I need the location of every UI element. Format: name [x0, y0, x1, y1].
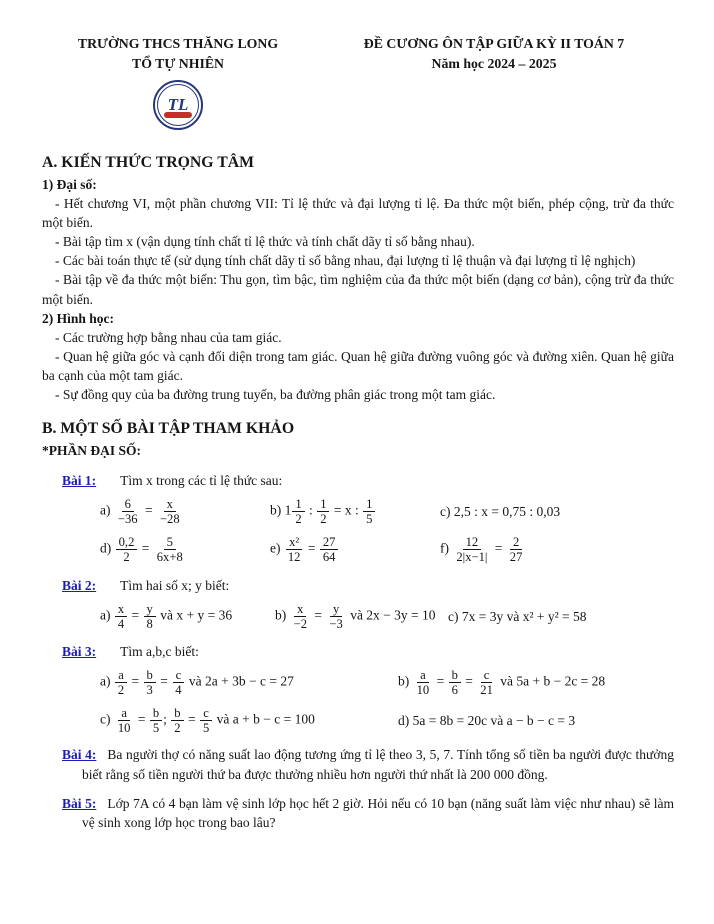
math-item-3c: c) $\frac{a}{10}$ = $\frac{b}{5}$ ; $\frac{b}{2}$ = $\frac{c}{5}$ và a + b − c = 100: [100, 706, 315, 736]
document-title: ĐỀ CƯƠNG ÔN TẬP GIỮA KỲ II TOÁN 7: [363, 36, 625, 51]
math-item-2a: a) $\frac{x}{4}$ = $\frac{y}{8}$ và x + y = 36: [100, 601, 233, 631]
exercise-3-items: [100, 668, 674, 735]
knowledge-item: - Các bài toán thực tế (sử dụng tính chất dãy tỉ số bằng nhau, đại lượng tỉ lệ thuận và đại lượng tỉ lệ nghịch): [55, 253, 636, 269]
algebra-subheading: 1) Đại số:: [42, 176, 97, 192]
department-name: TỔ TỰ NHIÊN: [132, 55, 224, 71]
exercise-5: [62, 794, 674, 832]
math-item-1f: f) $\frac{12}{2|x-1|}$ = $\frac{2}{27}$: [440, 535, 523, 565]
exercise-1: [42, 471, 674, 565]
exercise-2: [42, 576, 674, 631]
exercise-2-items: [100, 602, 674, 631]
exercise-3: [42, 642, 674, 736]
math-item-2b: b) $\frac{x}{-2}$ = $\frac{y}{-3}$ và 2x − 3y = 10: [275, 601, 436, 631]
logo-monogram: TL: [167, 95, 189, 115]
exercise-3-label: Bài 3:: [62, 643, 97, 659]
header-left-block: [42, 34, 314, 130]
exercise-4: [62, 745, 674, 783]
logo-circle-icon: [153, 80, 203, 130]
exercise-3-head: [62, 642, 674, 661]
math-item-1c: c) 2,5 : x = 0,75 : 0,03: [440, 504, 561, 520]
math-item-3d: d) 5a = 8b = 20c và a − b − c = 3: [398, 713, 576, 729]
knowledge-item: - Bài tập tìm x (vận dụng tính chất tỉ lệ thức và tính chất dãy tỉ số bằng nhau).: [55, 234, 475, 250]
exercise-3-intro: Tìm a,b,c biết:: [120, 643, 199, 659]
exercise-5-text: Lớp 7A có 4 bạn làm vệ sinh lớp học hết 2 giờ. Hỏi nếu có 10 bạn (năng suất làm việc như nhau) sẽ làm vệ sinh xong lớp học trong bao lâu?: [82, 795, 674, 830]
exercise-2-intro: Tìm hai số x; y biết:: [120, 577, 230, 593]
math-item-1a: a) $\frac{6}{-36}$ = $\frac{x}{-28}$: [100, 497, 180, 527]
exercise-4-label: Bài 4:: [62, 747, 97, 763]
section-b-heading: B. MỘT SỐ BÀI TẬP THAM KHẢO: [42, 420, 295, 438]
knowledge-item: - Sự đồng quy của ba đường trung tuyến, ba đường phân giác trong một tam giác.: [55, 387, 496, 403]
knowledge-item: - Bài tập về đa thức một biến: Thu gọn, tìm bậc, tìm nghiệm của đa thức một biến (dạng cơ bản), cộng trừ đa thức một biến.: [42, 272, 674, 307]
school-logo: [151, 80, 205, 130]
exercise-5-label: Bài 5:: [62, 795, 97, 811]
section-a-heading: A. KIẾN THỨC TRỌNG TÂM: [42, 154, 255, 172]
knowledge-item: - Hết chương VI, một phần chương VII: Tỉ lệ thức và đại lượng tỉ lệ. Đa thức một biến, phép cộng, trừ đa thức một biến.: [42, 195, 674, 230]
math-item-3b: b) $\frac{a}{10}$ = $\frac{b}{6}$ = $\frac{c}{21}$ và 5a + b − 2c = 28: [398, 668, 606, 698]
header-right-block: [314, 34, 674, 73]
school-name: TRƯỜNG THCS THĂNG LONG: [77, 36, 279, 51]
math-item-1d: d) $\frac{0,2}{2}$ = $\frac{5}{6x+8}$: [100, 535, 183, 565]
exercise-1-items: [100, 497, 674, 564]
exercise-4-text: Ba người thợ có năng suất lao động tương ứng tỉ lệ theo 3, 5, 7. Tính tổng số tiền ba người được thưởng biết rằng số tiền người thứ ba được thưởng nhiều hơn người thứ nhất là 200 000 đồng.: [82, 747, 674, 782]
geometry-subheading: 2) Hình học:: [42, 310, 115, 326]
math-item-2c: c) 7x = 3y và x² + y² = 58: [448, 608, 587, 624]
school-year: Năm học 2024 – 2025: [431, 55, 557, 71]
math-item-1e: e) $\frac{\text{x²}}{12}$ = $\frac{27}{64}$: [270, 535, 440, 564]
algebra-part-subheading: *PHẦN ĐẠI SỐ:: [42, 442, 142, 458]
document-header: [42, 34, 674, 130]
math-item-1b: b) 1 $\frac{1}{2}$ : $\frac{1}{2}$ = x : $\frac{1}{5}$: [270, 497, 440, 526]
exercise-1-intro: Tìm x trong các tỉ lệ thức sau:: [120, 473, 283, 489]
exercise-1-head: [62, 471, 674, 490]
document-body: [42, 152, 674, 832]
exercise-2-label: Bài 2:: [62, 577, 97, 593]
exercise-1-label: Bài 1:: [62, 473, 97, 489]
math-item-3a: a) $\frac{a}{2}$ = $\frac{b}{3}$ = $\frac{c}{4}$ và 2a + 3b − c = 27: [100, 668, 294, 698]
knowledge-item: - Các trường hợp bằng nhau của tam giác.: [55, 329, 282, 345]
knowledge-item: - Quan hệ giữa góc và cạnh đối diện trong tam giác. Quan hệ giữa đường vuông góc và đường xiên. Quan hệ giữa ba cạnh của một tam giác.: [42, 348, 674, 384]
exercise-2-head: [62, 576, 674, 595]
